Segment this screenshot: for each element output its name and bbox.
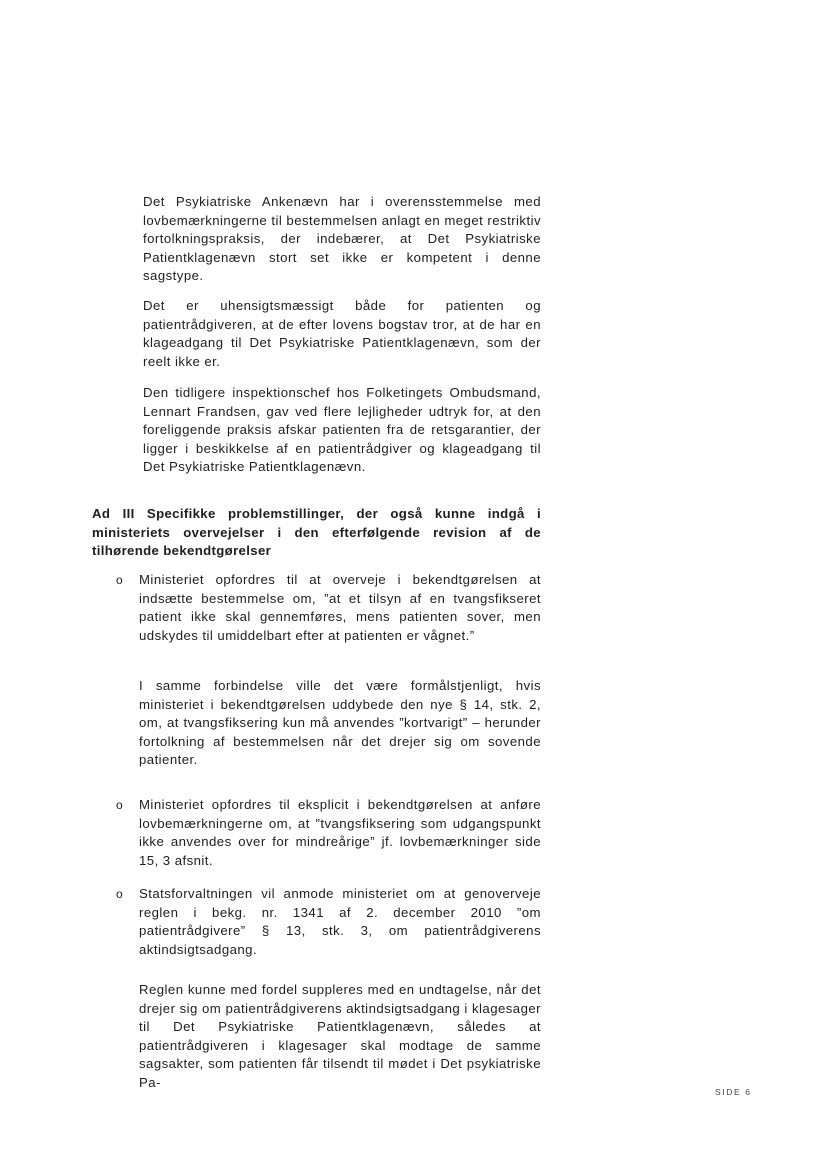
list-item-followup: Reglen kunne med fordel suppleres med en undtagelse, når det drejer sig om patientrådgiverens aktindsigtsadgang i klagesager til Det Psykiatriske Patientklagenævn, således at patientrådgiveren i klagesager skal modtage de samme sagsakter, som patienten får tilsendt til mødet i Det psykiatriske Pa- [139,982,541,1090]
page-number: SIDE 6 [715,1087,752,1097]
bullet-marker: o [116,887,123,901]
bullet-marker: o [116,573,123,587]
section-heading: Ad III Specifikke problemstillinger, der også kunne indgå i ministeriets overvejelser i den efterfølgende revision af de tilhørende bekendtgørelser [92,506,541,559]
list-item: Ministeriet opfordres til eksplicit i bekendtgørelsen at anføre lovbemærkningerne om, at ”tvangsfiksering som udgangspunkt ikke anvendes over for mindreårige” jf. lovbemærkninger side 15, 3 afsnit. [139,797,541,868]
body-paragraph: Det Psykiatriske Ankenævn har i overensstemmelse med lovbemærkningerne til bestemmelsen anlagt en meget restriktiv fortolkningspraksis, der indebærer, at Det Psykiatriske Patientklagenævn stort set ikke er kompetent i denne sagstype. [143,194,541,284]
list-item-followup: I samme forbindelse ville det være formålstjenligt, hvis ministeriet i bekendtgørelsen uddybede den nye § 14, stk. 2, om, at tvangsfiksering kun må anvendes ”kortvarigt” – herunder fortolkning af bestemmelsen når det drejer sig om sovende patienter. [139,678,541,768]
body-paragraph: Den tidligere inspektionschef hos Folketingets Ombudsmand, Lennart Frandsen, gav ved flere lejligheder udtryk for, at den foreliggende praksis afskar patienten fra de retsgarantier, der ligger i beskikkelse af en patientrådgiver og klageadgang til Det Psykiatriske Patientklagenævn. [143,385,541,475]
body-paragraph: Det er uhensigtsmæssigt både for patienten og patientrådgiveren, at de efter lovens bogstav tror, at de har en klageadgang til Det Psykiatriske Patientklagenævn, som der reelt ikke er. [143,298,541,369]
bullet-marker: o [116,798,123,812]
list-item: Statsforvaltningen vil anmode ministeriet om at genoverveje reglen i bekg. nr. 1341 af 2. december 2010 ”om patientrådgivere” § 13, stk. 3, om patientrådgiverens aktindsigtsadgang. [139,886,541,957]
list-item: Ministeriet opfordres til at overveje i bekendtgørelsen at indsætte bestemmelse om, ”at et tilsyn af en tvangsfikseret patient ikke skal gennemføres, mens patienten sover, men udskydes til umiddelbart efter at patienten er vågnet.” [139,572,541,643]
